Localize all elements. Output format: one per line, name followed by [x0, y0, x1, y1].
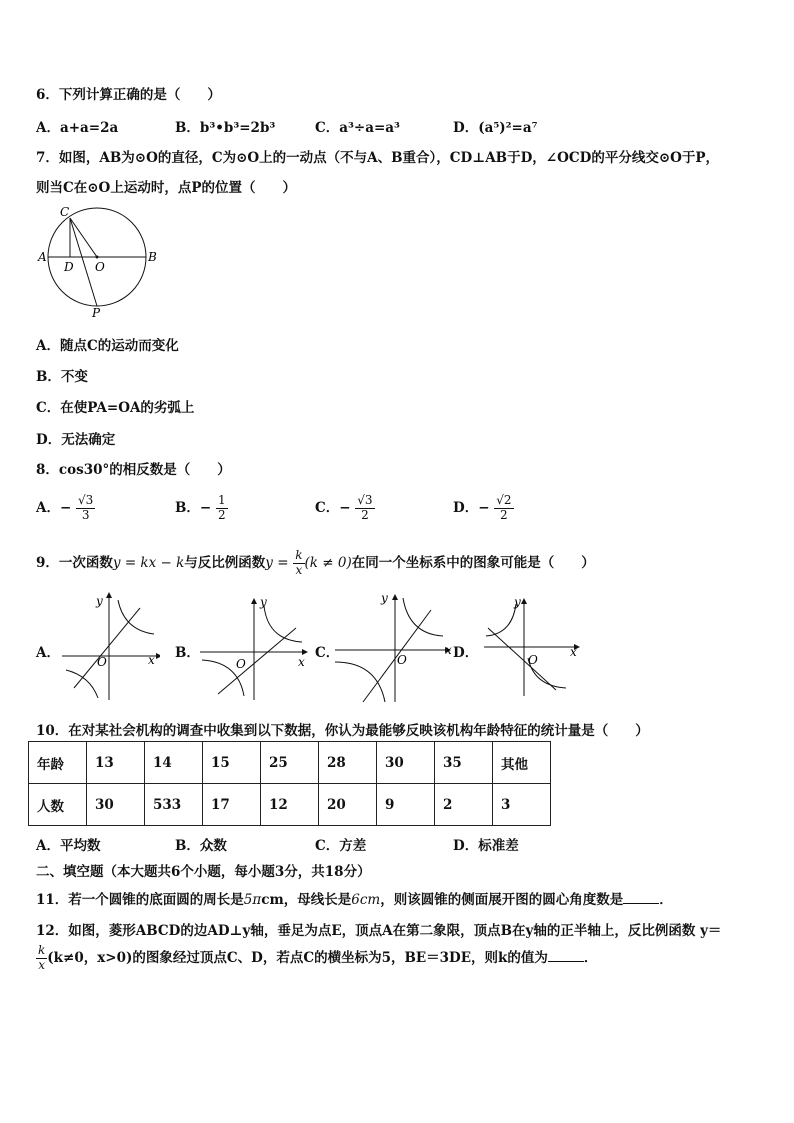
q8-option-d: D．− $\frac{√2}{2}$	[453, 493, 512, 522]
q9-graph-c	[333, 590, 453, 704]
q9-stem: 9．一次函数y = kx − k与反比例函数y = $\frac{k}{x}$ (k ≠ 0)在同一个坐标系中的图象可能是（ ）	[36, 548, 595, 577]
q10-stem: 10．在对某社会机构的调查中收集到以下数据，你认为最能够反映该机构年龄特征的统计量是（ ）	[36, 723, 649, 739]
section-title: 二、填空题（本大题共6个小题，每小题3分，共18分）	[36, 864, 371, 880]
q7-stem-line1: 7．如图，AB为⊙O的直径，C为⊙O上的一动点（不与A、B重合），CD⊥AB于D，∠OCD的平分线交⊙O于P，	[36, 150, 720, 166]
q7-option-a: A．随点C的运动而变化	[36, 338, 179, 354]
q11-stem: 11．若一个圆锥的底面圆的周长是5πcm，母线长是6cm，则该圆锥的侧面展开图的圆心角度数是 ．	[36, 892, 673, 908]
q9-graph-b	[198, 590, 310, 702]
q6-option-a: A．a+a=2a	[36, 120, 119, 136]
q6-option-b: B．b³•b³=2b³	[175, 120, 276, 136]
q10-option-d: D．标准差	[453, 838, 519, 854]
svg-text:y: y	[96, 594, 103, 608]
q10-option-a: A．平均数	[36, 838, 101, 854]
svg-text:O: O	[397, 653, 407, 667]
label-o: O	[95, 260, 105, 274]
label-a: A	[38, 250, 47, 264]
q7-stem-line2: 则当C在⊙O上运动时，点P的位置（ ）	[36, 180, 296, 196]
q9-option-a-label: A．	[36, 645, 60, 661]
q9-option-c-label: C．	[315, 645, 340, 661]
table-row: 人数 30 533 17 12 20 9 2 3	[29, 784, 551, 826]
q12-stem-line2: $\frac{k}{x}$ (k≠0，x>0)的图象经过顶点C、D，若点C的横坐标为5，BE＝3DE，则k的值为 ．	[38, 943, 598, 972]
q10-option-b: B．众数	[175, 838, 227, 854]
answer-blank	[623, 891, 659, 904]
q7-option-b: B．不变	[36, 369, 88, 385]
q9-option-b-label: B．	[175, 645, 200, 661]
answer-blank	[548, 949, 584, 962]
svg-text:O: O	[236, 657, 246, 671]
q9-graph-a	[60, 590, 160, 702]
svg-text:O: O	[528, 653, 538, 667]
q7-circle-figure	[34, 204, 164, 319]
svg-text:y: y	[514, 595, 521, 609]
q6-option-d: D．(a⁵)²=a⁷	[453, 120, 538, 136]
svg-text:y: y	[260, 595, 267, 609]
q9-option-d-label: D．	[453, 645, 479, 661]
age-table	[28, 741, 551, 826]
q8-stem: 8．cos30°的相反数是（ ）	[36, 462, 231, 478]
q8-option-a: A．− $\frac{√3}{3}$	[36, 493, 94, 522]
svg-text:y: y	[381, 591, 388, 605]
svg-text:x: x	[570, 645, 577, 659]
q7-option-d: D．无法确定	[36, 432, 116, 448]
label-c: C	[60, 205, 70, 219]
table-row: 年龄 13 14 15 25 28 30 35 其他	[29, 742, 551, 784]
q6-stem: 6．下列计算正确的是（ ）	[36, 87, 221, 103]
q8-option-b: B．− $\frac{1}{2}$	[175, 493, 226, 522]
q8-option-c: C．− $\frac{√3}{2}$	[315, 493, 373, 522]
svg-text:x: x	[445, 643, 452, 657]
label-d: D	[64, 260, 74, 274]
q7-option-c: C．在使PA=OA的劣弧上	[36, 400, 195, 416]
q10-option-c: C．方差	[315, 838, 367, 854]
label-p: P	[92, 306, 101, 319]
svg-text:O: O	[97, 655, 107, 669]
svg-text:x: x	[148, 653, 155, 667]
label-b: B	[148, 250, 157, 264]
q9-graph-d	[482, 590, 582, 698]
svg-text:x: x	[298, 655, 305, 669]
q6-option-c: C．a³÷a=a³	[315, 120, 400, 136]
q12-stem-line1: 12．如图，菱形ABCD的边AD⊥y轴，垂足为点E，顶点A在第二象限，顶点B在y轴的正半轴上，反比例函数 y＝	[36, 923, 722, 939]
